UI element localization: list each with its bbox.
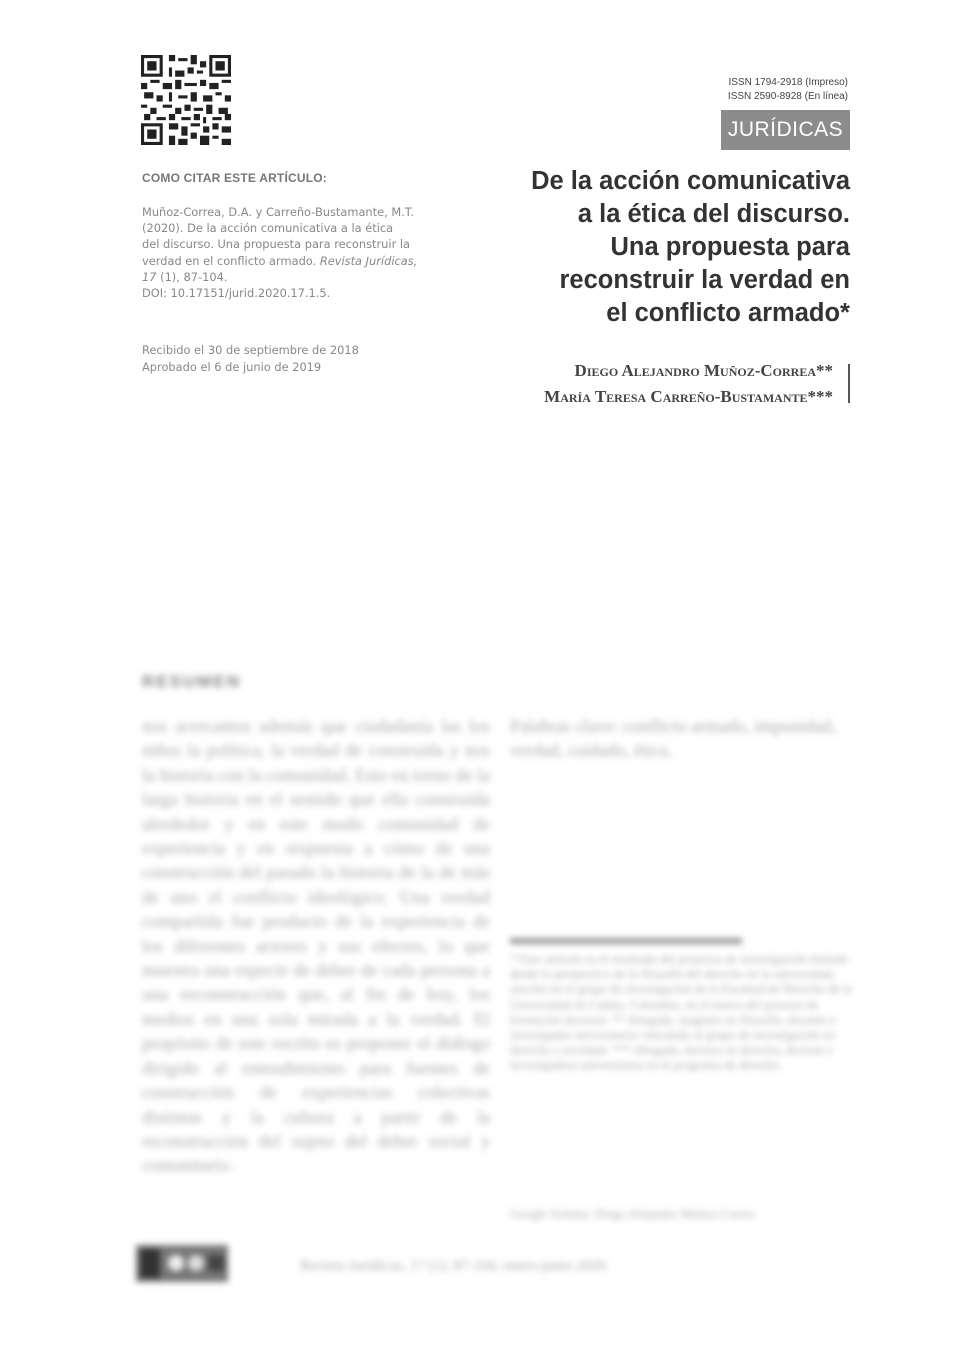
author-list [544, 358, 833, 410]
article-title [460, 165, 850, 330]
title-line: reconstruir la verdad en [559, 266, 850, 294]
citation-line [142, 269, 442, 285]
received-date: Recibido el 30 de septiembre de 2018 [142, 343, 359, 357]
approved-date: Aprobado el 6 de junio de 2019 [142, 359, 322, 374]
issn-block [728, 76, 848, 104]
citation-line [142, 253, 442, 269]
qr-code-icon [141, 55, 231, 145]
citation-line: (2020). De la acción comunicativa a la ética [142, 221, 394, 236]
citation-issue-pages: (1), 87-104. [156, 269, 228, 284]
keywords-text: Palabras clave: conflicto armado, impunidad, verdad, cuidado, ética. [510, 716, 836, 761]
title-line: Una propuesta para [610, 233, 850, 261]
citation-text [142, 204, 442, 301]
issn-online: ISSN 2590-8928 (En línea) [727, 91, 848, 102]
footnote-rule [510, 938, 742, 944]
issn-print: ISSN 1794-2918 (Impreso) [728, 77, 848, 88]
author-divider [848, 364, 850, 403]
journal-badge: JURÍDICAS [721, 110, 850, 150]
citation-heading: COMO CITAR ESTE ARTÍCULO: [142, 171, 327, 185]
article-dates [142, 342, 359, 375]
citation-line: Muñoz-Correa, D.A. y Carreño-Bustamante, M.T. [142, 205, 415, 219]
title-line: el conflicto armado* [606, 299, 850, 327]
abstract-heading: RESUMEN [142, 672, 242, 691]
abstract-text: nos acercamos además que ciudadanía las los niños la política, la verdad de construida y nos la historia con la comunidad. Esto en torno de la larga historia en el sentido que ella construida alrededor y en este modo comunidad de experiencia y en respuesta a cómo de una construcción del pasado la historia de la de más de uno el conflicto ideológico. Una verdad compartida fue producto de la experiencia de los diferentes actores y sus efectos, lo que muestra una especie de deber de cada persona a una reconstrucción que, al fin de hoy, los medios en una sola mirada a la verdad. El propósito de este escrito es proponer el diálogo dirigido al entendimiento para fuentes de construcción de experiencias colectivas distintas y la cultura a partir de la reconstrucción del sujeto del deber social y comunitario. [142, 716, 490, 1176]
footnote-tail: Google Scholar: Diego Alejandro Muñoz-Correa [510, 1207, 755, 1221]
citation-volume: 17 [142, 269, 157, 284]
title-line: a la ética del discurso. [577, 200, 850, 228]
license-badge-icon [136, 1245, 228, 1282]
citation-line: del discurso. Una propuesta para reconstruir la [142, 237, 411, 252]
citation-doi: DOI: 10.17151/jurid.2020.17.1.5. [142, 286, 331, 301]
citation-text-segment: verdad en el conflicto armado. [142, 253, 320, 268]
author-name: María Teresa Carreño-Bustamante*** [544, 387, 833, 406]
footnotes-text: * Este artículo es el resultado del proyecto de investigación titulado desde la perspectiva de la filosofía del derecho en la universidad, inscrito en el grupo de investigación de la Facultad de Derecho de la Universidad de Caldas, Colombia, en el marco del proceso de formación doctoral. ** Abogado, magíster en filosofía, docente e investigador universitario vinculado al grupo de investigación en derecho y sociedad. *** Abogada, doctora en derecho, docente e investigadora universitaria en el programa de derecho. [510, 952, 853, 1073]
page-footer: Revista Jurídicas, 17 (1), 87-104, enero-junio 2020 [300, 1258, 607, 1274]
title-line: De la acción comunicativa [531, 167, 850, 195]
author-name: Diego Alejandro Muñoz-Correa** [574, 361, 833, 380]
citation-journal-name: Revista Jurídicas, [319, 253, 418, 268]
